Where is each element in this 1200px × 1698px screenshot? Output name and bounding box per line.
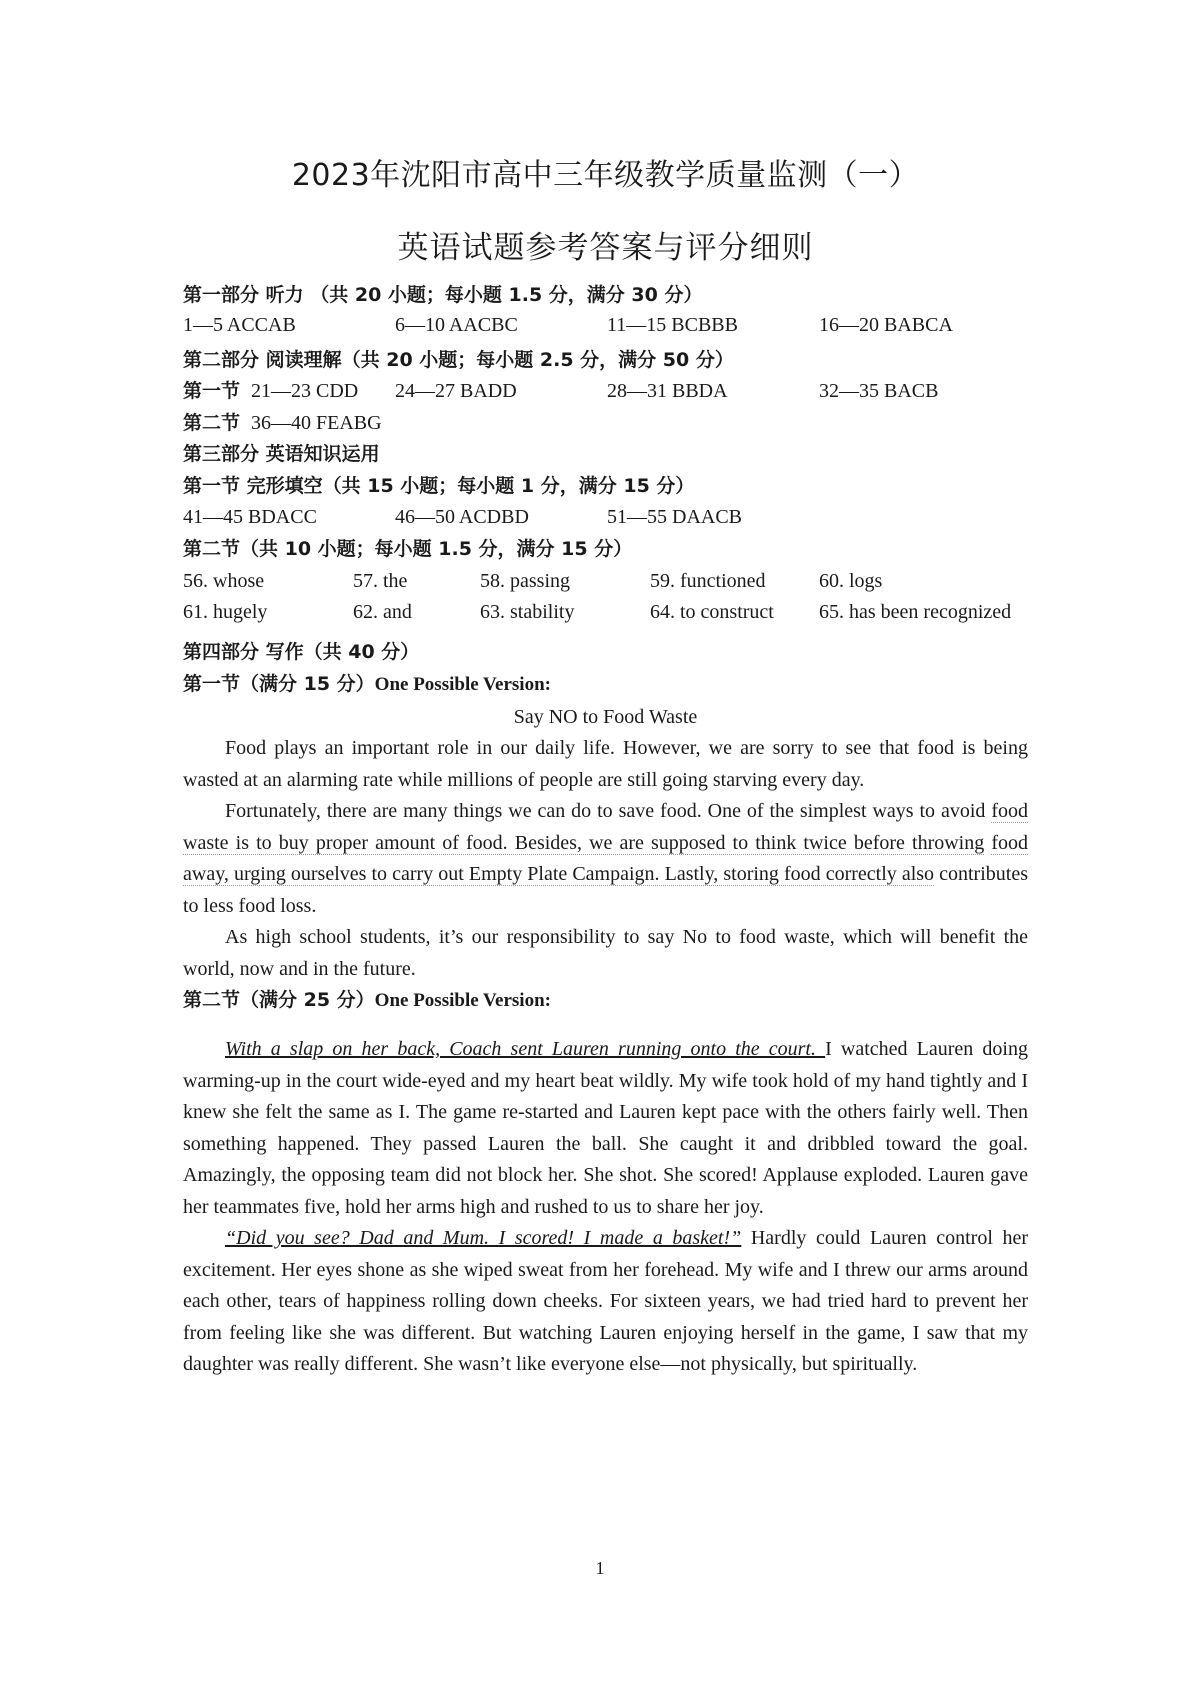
essay1-title: Say NO to Food Waste bbox=[513, 706, 698, 728]
essay2-p1-given-sentence: With a slap on her back, Coach sent Lauren running onto the court. bbox=[225, 1038, 826, 1060]
section-label: 第一节 bbox=[183, 380, 241, 402]
part4-section2-heading bbox=[183, 988, 551, 1013]
part3-heading: 第三部分 英语知识运用 bbox=[183, 443, 380, 465]
essay2-paragraph-1 bbox=[183, 1034, 1028, 1223]
essay1-p2-text: Fortunately, there are many things we can do to save food. One of the simplest ways to avoid bbox=[225, 800, 992, 822]
answer-group: 11—15 BCBBB bbox=[607, 314, 738, 336]
answer-group: 46—50 ACDBD bbox=[395, 506, 529, 528]
part2-heading: 第二部分 阅读理解（共 20 小题；每小题 2.5 分，满分 50 分） bbox=[183, 349, 734, 371]
part3-section2-heading: 第二节（共 10 小题；每小题 1.5 分，满分 15 分） bbox=[183, 538, 633, 560]
answer-item: 62. and bbox=[353, 601, 412, 623]
section-label: 第一节（满分 15 分） bbox=[183, 673, 375, 695]
section-label: 第二节 bbox=[183, 412, 241, 434]
essay2-p1-text: I watched Lauren doing warming-up in the court wide-eyed and my heart beat wildly. My wife took hold of my hand tightly and I knew she felt the same as I. The game re-started and Lauren kept pace with the others fairly well. Then something happened. They passed Lauren the ball. She caught it and dribbled toward the goal. Amazingly, the opposing team did not block her. She shot. She scored! Applause exploded. Lauren gave her teammates five, hold her arms high and rushed to us to share her joy. bbox=[183, 1038, 1028, 1218]
essay1-paragraph-1: Food plays an important role in our daily life. However, we are sorry to see that food is being wasted at an alarming rate while millions of people are still going starving every day. bbox=[183, 737, 1028, 791]
essay2-p2-given-sentence: “Did you see? Dad and Mum. I scored! I made a basket!” bbox=[225, 1227, 742, 1249]
section-suffix: One Possible Version: bbox=[374, 990, 551, 1011]
section-label: 第二节（满分 25 分） bbox=[183, 989, 375, 1011]
answer-item: 58. passing bbox=[480, 570, 570, 592]
answer-group: 41—45 BDACC bbox=[183, 506, 317, 528]
answer-group: 21—23 CDD bbox=[251, 380, 359, 402]
part4-section1-heading bbox=[183, 672, 551, 697]
essay2-p2-text: Hardly could Lauren control her excitement. Her eyes shone as she wiped sweat from her forehead. My wife and I threw our arms around each other, tears of happiness rolling down cheeks. For sixteen years, we had tried hard to prevent her from feeling like she was different. But watching Lauren enjoying herself in the game, I saw that my daughter was really different. She wasn’t like everyone else—not physically, but spiritually. bbox=[183, 1227, 1028, 1375]
answer-item: 57. the bbox=[353, 570, 408, 592]
essay1-p2-dotted-text: food waste is to buy proper amount of food. Besides, we are supposed to think twice before throwing bbox=[183, 800, 1028, 854]
essay1-p2-text: contributes to less food loss. bbox=[183, 863, 1028, 917]
answer-item: 59. functioned bbox=[650, 570, 766, 592]
answer-item: 65. has been recognized bbox=[819, 601, 1012, 623]
answer-item: 56. whose bbox=[183, 570, 265, 592]
answer-item: 60. logs bbox=[819, 570, 883, 592]
answer-item: 63. stability bbox=[480, 601, 575, 623]
answer-item: 64. to construct bbox=[650, 601, 774, 623]
essay1-paragraph-3: As high school students, it’s our responsibility to say No to food waste, which will benefit the world, now and in the future. bbox=[183, 926, 1028, 980]
part1-heading: 第一部分 听力 （共 20 小题；每小题 1.5 分，满分 30 分） bbox=[183, 284, 703, 306]
section-suffix: One Possible Version: bbox=[374, 674, 551, 695]
document-subtitle: 英语试题参考答案与评分细则 bbox=[397, 230, 814, 266]
essay2-paragraph-2 bbox=[183, 1223, 1028, 1381]
essay1-p2-dotted-text: food away, urging ourselves to carry out Empty Plate Campaign. Lastly, storing food correctly also bbox=[183, 831, 1029, 885]
answer-group: 36—40 FEABG bbox=[251, 412, 382, 434]
page-number: 1 bbox=[595, 1558, 605, 1578]
answer-group: 24—27 BADD bbox=[395, 380, 517, 402]
document-title: 2023年沈阳市高中三年级教学质量监测（一） bbox=[291, 158, 920, 193]
answer-item: 61. hugely bbox=[183, 601, 268, 623]
essay1-paragraph-2 bbox=[183, 796, 1028, 922]
answer-group: 32—35 BACB bbox=[819, 380, 939, 402]
answer-group: 1—5 ACCAB bbox=[183, 314, 296, 336]
part4-heading: 第四部分 写作（共 40 分） bbox=[183, 641, 420, 663]
part3-section1-heading: 第一节 完形填空（共 15 小题；每小题 1 分，满分 15 分） bbox=[183, 475, 695, 497]
answer-group: 51—55 DAACB bbox=[607, 506, 743, 528]
answer-group: 6—10 AACBC bbox=[395, 314, 518, 336]
answer-group: 16—20 BABCA bbox=[819, 314, 953, 336]
answer-group: 28—31 BBDA bbox=[607, 380, 728, 402]
